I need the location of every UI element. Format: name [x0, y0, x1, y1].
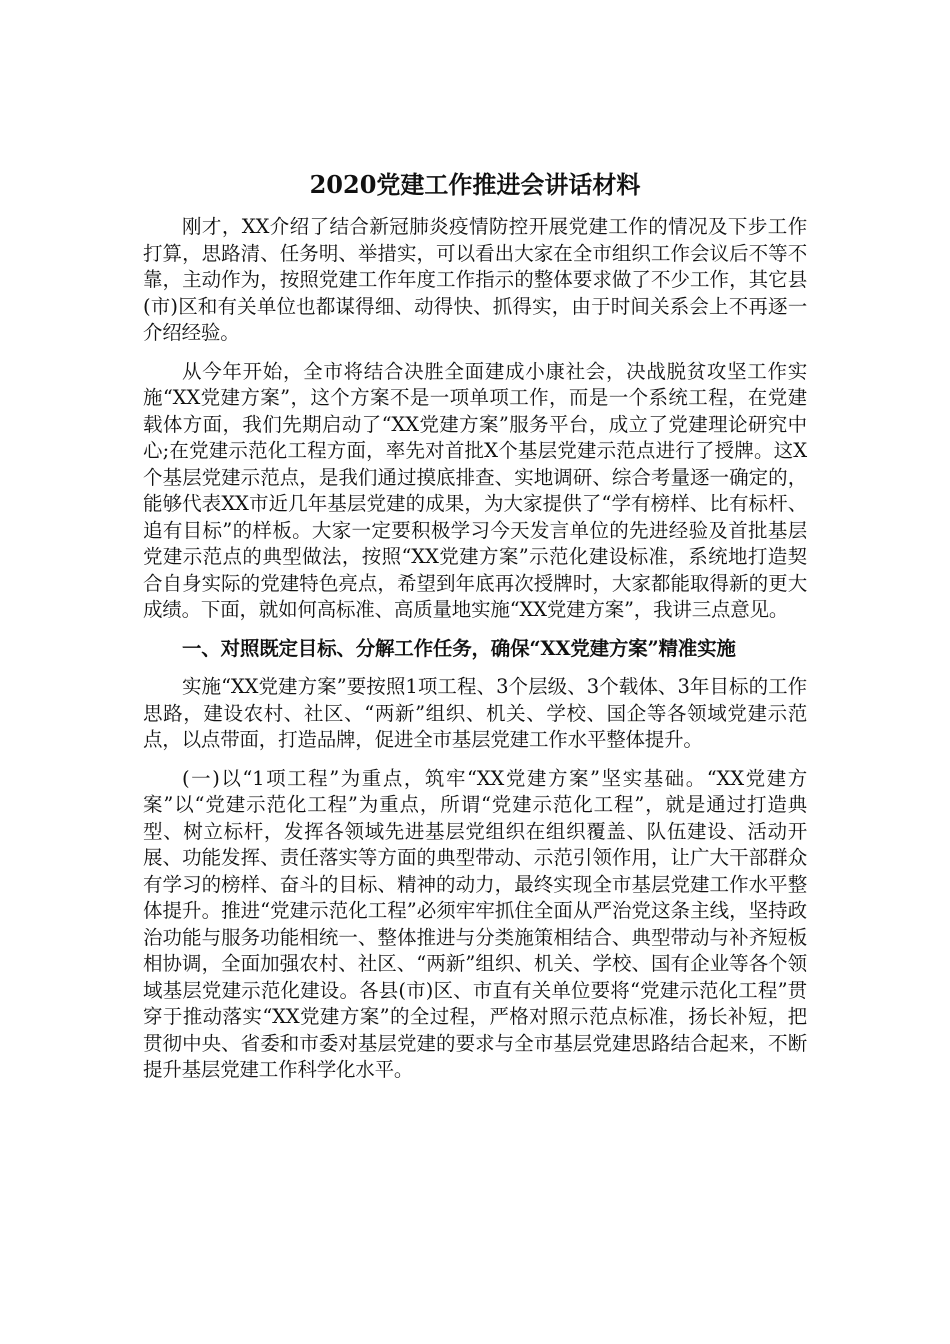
- paragraph-subsection-1: (一)以“1项工程”为重点，筑牢“XX党建方案”坚实基础。“XX党建方案”以“党建示范化工程”为重点，所谓“党建示范化工程”，就是通过打造典型、树立标杆，发挥各领域先进基层党组织在组织覆盖、队伍建设、活动开展、功能发挥、责任落实等方面的典型带动、示范引领作用，让广大干部群众有学习的榜样、奋斗的目标、精神的动力，最终实现全市基层党建工作水平整体提升。推进“党建示范化工程”必须牢牢抓住全面从严治党这条主线，坚持政治功能与服务功能相统一、整体推进与分类施策相结合、典型带动与补齐短板相协调，全面加强农村、社区、“两新”组织、机关、学校、国有企业等各个领域基层党建示范化建设。各县(市)区、市直有关单位要将“党建示范化工程”贯穿于推动落实“XX党建方案”的全过程，严格对照示范点标准，扬长补短，把贯彻中央、省委和市委对基层党建的要求与全市基层党建思路结合起来，不断提升基层党建工作科学化水平。: [143, 766, 807, 1081]
- paragraph-plan: 从今年开始，全市将结合决胜全面建成小康社会，决战脱贫攻坚工作实施“XX党建方案”，这个方案不是一项单项工作，而是一个系统工程，在党建载体方面，我们先期启动了“XX党建方案”服务平台，成立了党建理论研究中心;在党建示范化工程方面，率先对首批X个基层党建示范点进行了授牌。这X个基层党建示范点，是我们通过摸底排查、实地调研、综合考量逐一确定的，能够代表XX市近几年基层党建的成果，为大家提供了“学有榜样、比有标杆、追有目标”的样板。大家一定要积极学习今天发言单位的先进经验及首批基层党建示范点的典型做法，按照“XX党建方案”示范化建设标准，系统地打造契合自身实际的党建特色亮点，希望到年底再次授牌时，大家都能取得新的更大成绩。下面，就如何高标准、高质量地实施“XX党建方案”，我讲三点意见。: [143, 359, 807, 621]
- paragraph-intro: 刚才，XX介绍了结合新冠肺炎疫情防控开展党建工作的情况及下步工作打算，思路清、任务明、举措实，可以看出大家在全市组织工作会议后不等不靠，主动作为，按照党建工作年度工作指示的整体要求做了不少工作，其它县(市)区和有关单位也都谋得细、动得快、抓得实，由于时间关系会上不再逐一介绍经验。: [143, 215, 807, 344]
- section-heading: 一、对照既定目标、分解工作任务，确保“XX党建方案”精准实施: [182, 636, 736, 660]
- document-page: [143, 160, 807, 1096]
- document-title: 2020党建工作推进会讲话材料: [309, 170, 641, 199]
- paragraph-section-intro: 实施“XX党建方案”要按照1项工程、3个层级、3个载体、3年目标的工作思路，建设农村、社区、“两新”组织、机关、学校、国企等各领域党建示范点，以点带面，打造品牌，促进全市基层党建工作水平整体提升。: [143, 675, 807, 751]
